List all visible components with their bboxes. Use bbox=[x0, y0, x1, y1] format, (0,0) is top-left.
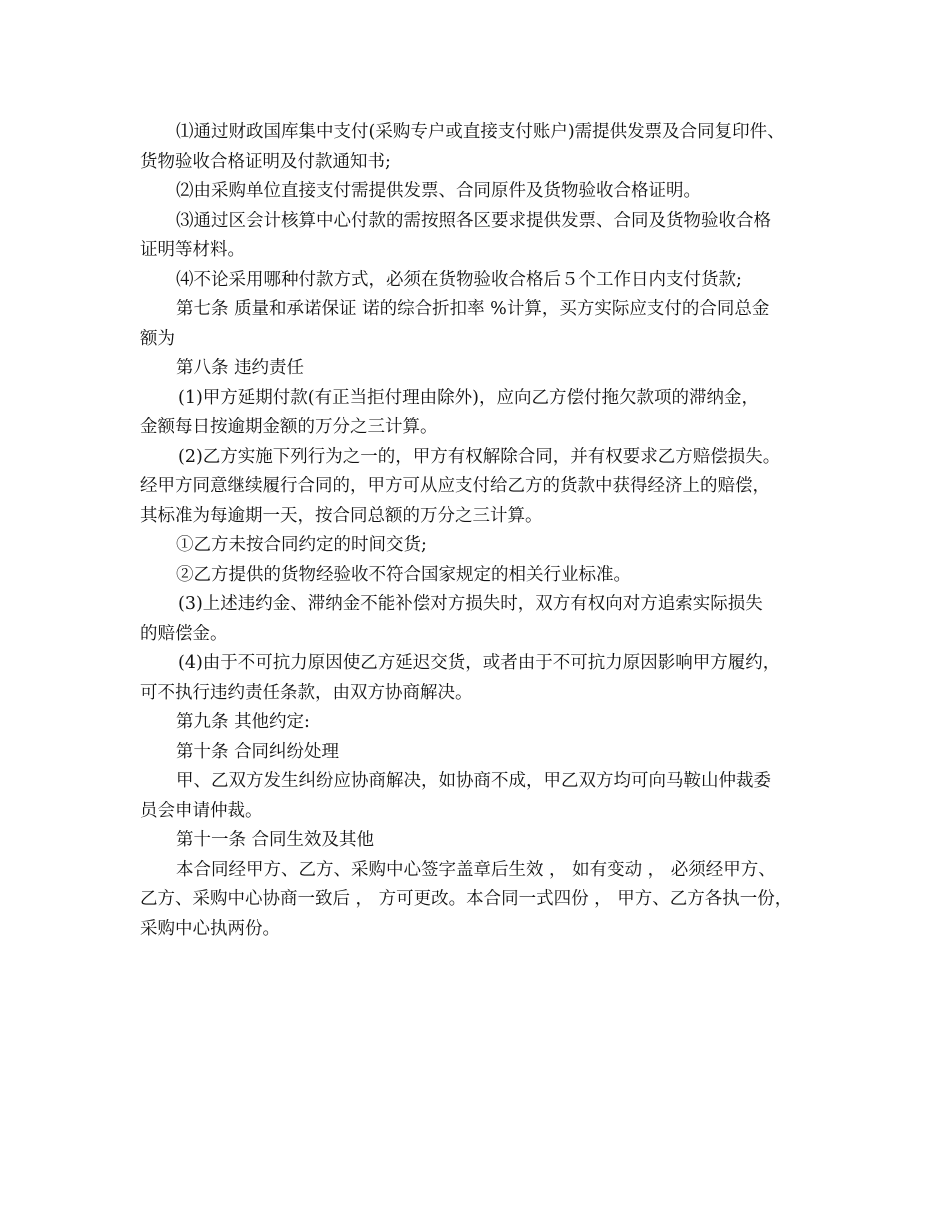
text-line: (2)乙方实施下列行为之一的，甲方有权解除合同，并有权要求乙方赔偿损失。 bbox=[178, 446, 781, 467]
text-line: 采购中心执两份。 bbox=[140, 918, 280, 939]
text-line: 货物验收合格证明及付款通知书; bbox=[140, 151, 391, 172]
text-line: (1)甲方延期付款(有正当拒付理由除外)，应向乙方偿付拖欠款项的滞纳金， bbox=[178, 387, 759, 408]
text-line: (4)由于不可抗力原因使乙方延迟交货，或者由于不可抗力原因影响甲方履约， bbox=[178, 653, 781, 673]
text-line: 金额每日按逾期金额的万分之三计算。 bbox=[140, 417, 438, 437]
text-line: ⑴通过财政国库集中支付(采购专户或直接支付账户)需提供发票及合同复印件、 bbox=[176, 122, 785, 142]
text-line: 额为 bbox=[140, 328, 175, 349]
text-line: ⑷不论采用哪种付款方式，必须在货物验收合格后５个工作日内支付货款; bbox=[176, 269, 742, 290]
document-body bbox=[140, 118, 840, 944]
text-line: 可不执行违约责任条款，由双方协商解决。 bbox=[140, 682, 473, 703]
text-line: ⑵由采购单位直接支付需提供发票、合同原件及货物验收合格证明。 bbox=[176, 181, 701, 201]
text-line: 证明等材料。 bbox=[140, 240, 245, 260]
text-line: 甲、乙双方发生纠纷应协商解决，如协商不成，甲乙双方均可向马鞍山仲裁委 bbox=[176, 771, 771, 791]
text-line: 的赔偿金。 bbox=[140, 623, 228, 644]
text-line: 其标准为每逾期一天，按合同总额的万分之三计算。 bbox=[140, 505, 543, 526]
text-line: 乙方、采购中心协商一致后 ， 方可更改。本合同一式四份 ， 甲方、乙方各执一份， bbox=[140, 889, 793, 909]
text-line: (3)上述违约金、滞纳金不能补偿对方损失时，双方有权向对方追索实际损失 bbox=[178, 594, 763, 614]
article-10-heading: 第十条 合同纠纷处理 bbox=[176, 741, 340, 762]
article-7-line: 第七条 质量和承诺保证 诺的综合折扣率 %计算，买方实际应支付的合同总金 bbox=[176, 299, 770, 319]
article-9-heading: 第九条 其他约定: bbox=[176, 712, 310, 732]
article-8-heading: 第八条 违约责任 bbox=[176, 358, 305, 378]
text-line: 员会申请仲裁。 bbox=[140, 800, 263, 821]
article-11-heading: 第十一条 合同生效及其他 bbox=[176, 830, 375, 850]
text-line: 经甲方同意继续履行合同的，甲方可从应支付给乙方的货款中获得经济上的赔偿， bbox=[140, 476, 770, 496]
text-line: ②乙方提供的货物经验收不符合国家规定的相关行业标准。 bbox=[176, 564, 631, 585]
text-line: ①乙方未按合同约定的时间交货; bbox=[176, 535, 427, 555]
text-line: ⑶通过区会计核算中心付款的需按照各区要求提供发票、合同及货物验收合格 bbox=[176, 210, 771, 231]
text-line: 本合同经甲方、乙方、采购中心签字盖章后生效 ， 如有变动 ， 必须经甲方、 bbox=[176, 859, 776, 880]
